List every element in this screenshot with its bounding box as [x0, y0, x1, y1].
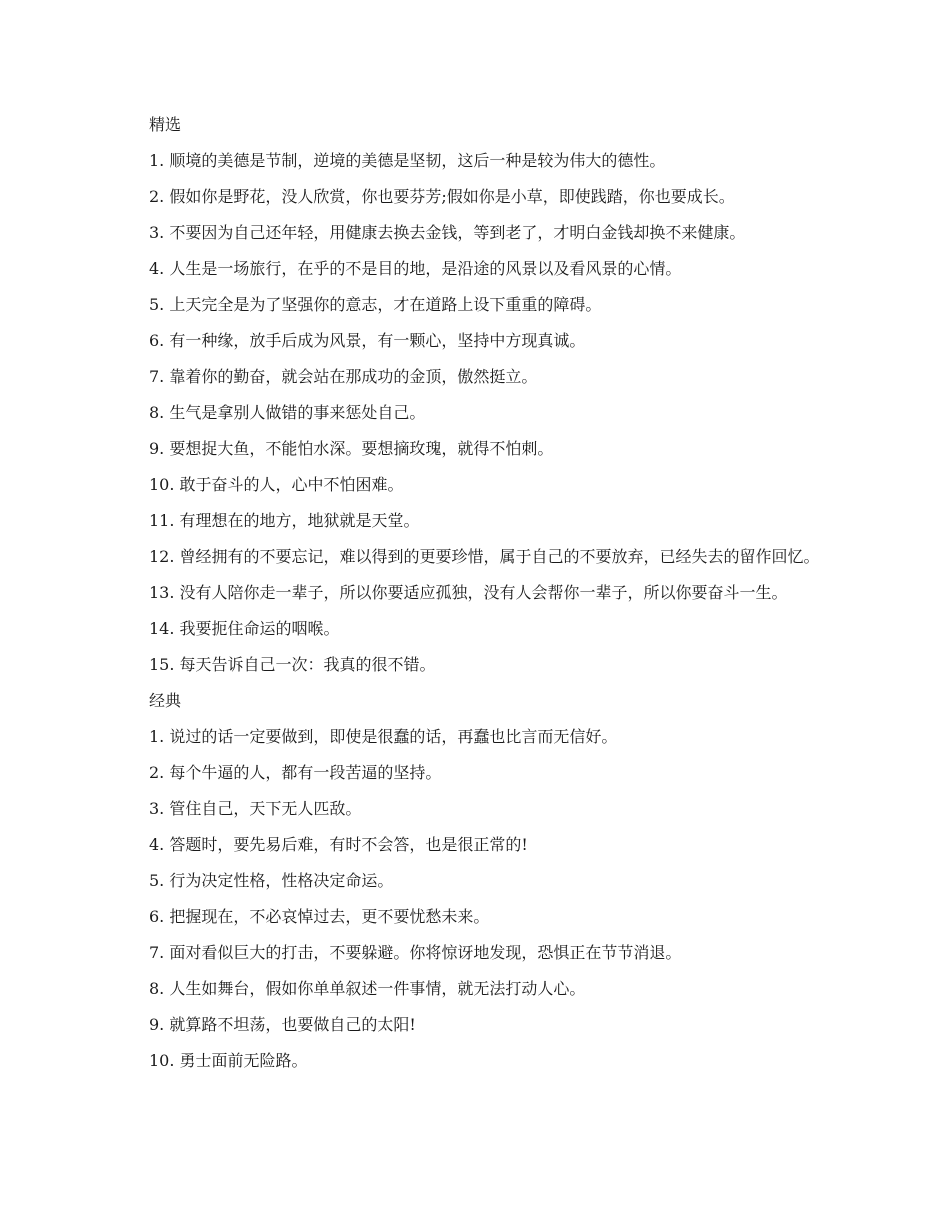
quote-item: 5. 行为决定性格，性格决定命运。: [149, 871, 394, 890]
quote-item: 5. 上天完全是为了坚强你的意志，才在道路上设下重重的障碍。: [149, 295, 602, 314]
section-heading-jingxuan: 精选: [149, 115, 182, 134]
section-heading-jingdian: 经典: [149, 691, 182, 710]
quote-item: 3. 不要因为自己还年轻，用健康去换去金钱，等到老了，才明白金钱却换不来健康。: [149, 223, 746, 242]
quote-item: 10. 敢于奋斗的人，心中不怕困难。: [149, 475, 404, 494]
quote-item: 8. 人生如舞台，假如你单单叙述一件事情，就无法打动人心。: [149, 979, 586, 998]
document-body: [113, 114, 831, 1072]
quote-item: 12. 曾经拥有的不要忘记，难以得到的更要珍惜，属于自己的不要放弃，已经失去的留作回忆。: [149, 547, 820, 566]
quote-item: 6. 有一种缘，放手后成为风景，有一颗心，坚持中方现真诚。: [149, 331, 586, 350]
quote-item: 8. 生气是拿别人做错的事来惩处自己。: [149, 403, 426, 422]
quote-item: 10. 勇士面前无险路。: [149, 1051, 308, 1070]
quote-item: 7. 面对看似巨大的打击，不要躲避。你将惊讶地发现，恐惧正在节节消退。: [149, 943, 682, 962]
quote-item: 14. 我要扼住命运的咽喉。: [149, 619, 340, 638]
quote-item: 4. 答题时，要先易后难，有时不会答，也是很正常的!: [149, 835, 528, 854]
quote-item: 15. 每天告诉自己一次：我真的很不错。: [149, 655, 436, 674]
quote-item: 11. 有理想在的地方，地狱就是天堂。: [149, 511, 420, 530]
quote-item: 2. 假如你是野花，没人欣赏，你也要芬芳;假如你是小草，即使践踏，你也要成长。: [149, 187, 735, 206]
quote-item: 2. 每个牛逼的人，都有一段苦逼的坚持。: [149, 763, 442, 782]
quote-item: 7. 靠着你的勤奋，就会站在那成功的金顶，傲然挺立。: [149, 367, 538, 386]
quote-item: 4. 人生是一场旅行，在乎的不是目的地，是沿途的风景以及看风景的心情。: [149, 259, 682, 278]
quote-item: 13. 没有人陪你走一辈子，所以你要适应孤独，没有人会帮你一辈子，所以你要奋斗一生。: [149, 583, 788, 602]
quote-item: 1. 顺境的美德是节制，逆境的美德是坚韧，这后一种是较为伟大的德性。: [149, 151, 666, 170]
quote-item: 1. 说过的话一定要做到，即使是很蠢的话，再蠢也比言而无信好。: [149, 727, 618, 746]
quote-item: 9. 就算路不坦荡，也要做自己的太阳!: [149, 1015, 416, 1034]
quote-item: 3. 管住自己，天下无人匹敌。: [149, 799, 362, 818]
quote-item: 9. 要想捉大鱼，不能怕水深。要想摘玫瑰，就得不怕刺。: [149, 439, 554, 458]
quote-item: 6. 把握现在，不必哀悼过去，更不要忧愁未来。: [149, 907, 490, 926]
